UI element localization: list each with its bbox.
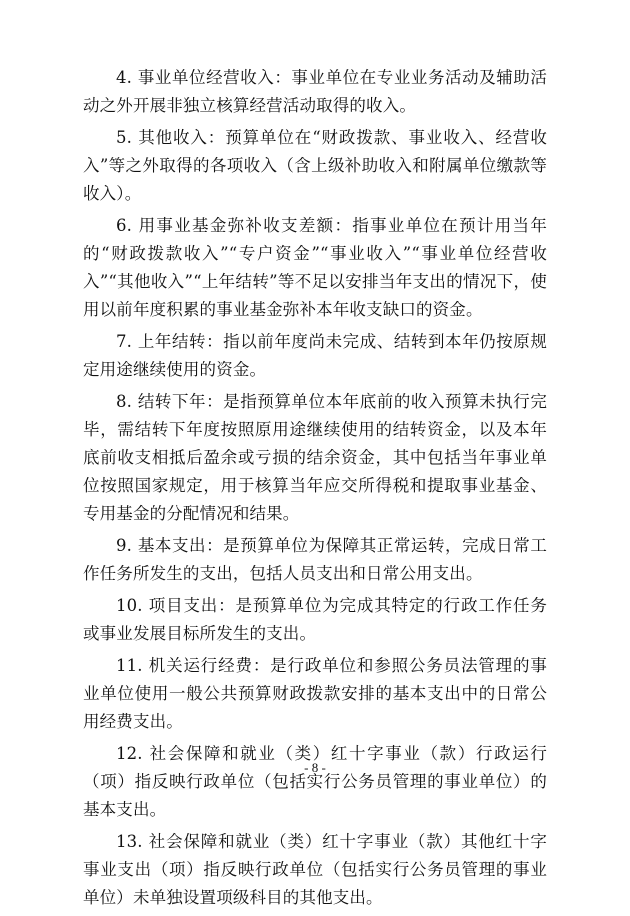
paragraph-project-expenditure: 10. 项目支出：是预算单位为完成其特定的行政工作任务或事业发展目标所发生的支出。 bbox=[83, 596, 547, 643]
document-body bbox=[83, 64, 547, 916]
paragraph-business-income: 4. 事业单位经营收入：事业单位在专业业务活动及辅助活动之外开展非独立核算经营活动取得的收入。 bbox=[83, 68, 547, 115]
paragraph-basic-expenditure: 9. 基本支出：是预算单位为保障其正常运转，完成日常工作任务所发生的支出，包括人员支出和日常公用支出。 bbox=[83, 536, 547, 583]
paragraph-admin-operation: 12. 社会保障和就业（类）红十字事业（款）行政运行（项）指反映行政单位（包括实行公务员管理的事业单位）的基本支出。 bbox=[83, 744, 547, 819]
paragraph-other-red-cross: 13. 社会保障和就业（类）红十字事业（款）其他红十字事业支出（项）指反映行政单位（包括实行公务员管理的事业单位）未单独设置项级科目的其他支出。 bbox=[83, 832, 547, 907]
paragraph-operating-expenses: 11. 机关运行经费：是行政单位和参照公务员法管理的事业单位使用一般公共预算财政拨款安排的基本支出中的日常公用经费支出。 bbox=[83, 656, 547, 731]
paragraph-prior-year-carryover: 7. 上年结转：指以前年度尚未完成、结转到本年仍按原规定用途继续使用的资金。 bbox=[83, 332, 547, 379]
paragraph-other-income: 5. 其他收入：预算单位在“财政拨款、事业收入、经营收入”等之外取得的各项收入（含上级补助收入和附属单位缴款等收入）。 bbox=[83, 128, 547, 203]
paragraph-carry-to-next-year: 8. 结转下年：是指预算单位本年底前的收入预算未执行完毕，需结转下年度按照原用途继续使用的结转资金，以及本年底前收支相抵后盈余或亏损的结余资金，其中包括当年事业单位按照国家规定，用于核算当年应交所得税和提取事业基金、专用基金的分配情况和结果。 bbox=[83, 392, 547, 523]
paragraph-fund-supplement: 6. 用事业基金弥补收支差额：指事业单位在预计用当年的“财政拨款收入”“专户资金”“事业收入”“事业单位经营收入”“其他收入”“上年结转”等不足以安排当年支出的情况下，使用以前年度积累的事业基金弥补本年收支缺口的资金。 bbox=[83, 216, 547, 319]
page-number: - 8 - bbox=[304, 760, 326, 775]
